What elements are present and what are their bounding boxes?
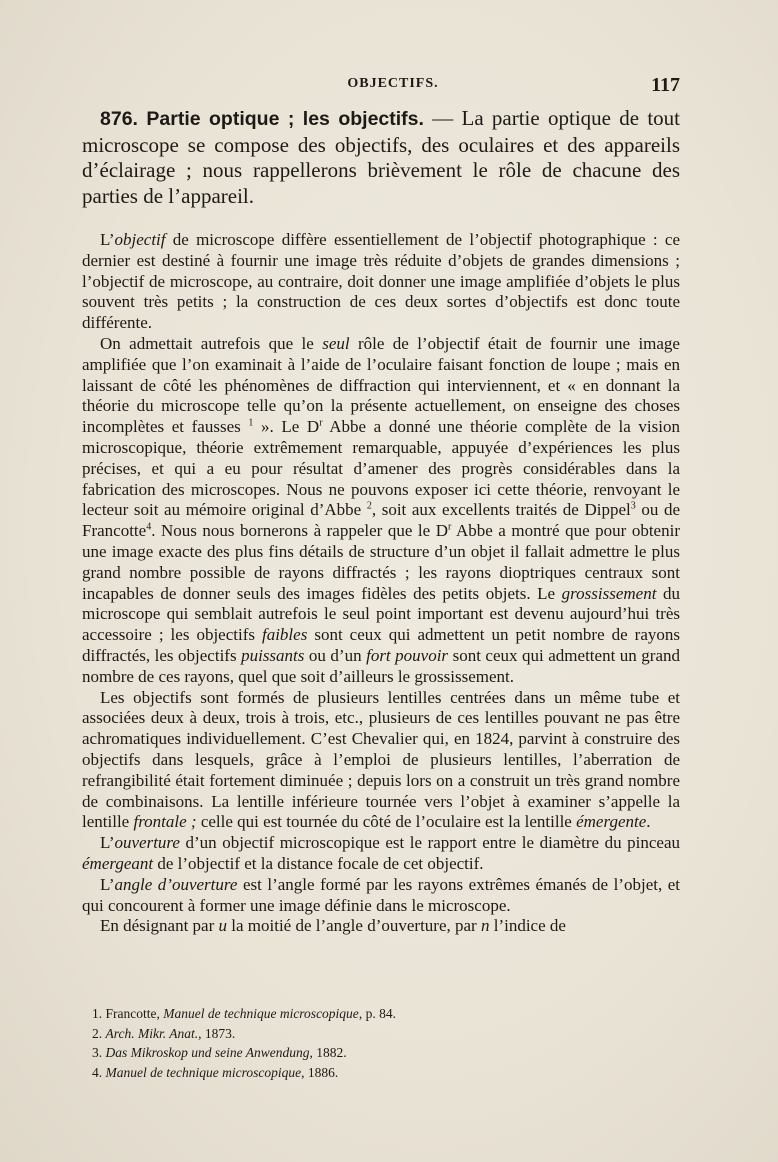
- text-run: Les objectifs sont formés de plusieurs lentilles centrées dans un même tube et associées deux à deux, trois à trois, etc., plusieurs de ces lentilles pouvant ne pas être achromatiques individuellement. C’est Chevalier qui, en 1824, parvint à construire des objectifs dans lesquels, grâce à l’emploi de plusieurs lentilles, l’aberration de refrangibilité était fortement diminuée ; depuis lors on a construit un très grand nombre de combinaisons. La lentille inférieure tournée vers l’objet à examiner s’appelle la lentille: [82, 687, 680, 832]
- text-run: L’: [100, 874, 115, 894]
- italic-term: grossissement: [561, 583, 657, 603]
- section-intro-text: — La partie optique de tout microscope se compose des objectifs, des oculaires et des appareils d’éclairage ; nous rappellerons brièvement le rôle de chacune des parties de l’appareil.: [82, 106, 681, 208]
- text-run: , 1873.: [198, 1025, 236, 1041]
- italic-term: faibles: [261, 625, 308, 645]
- text-run: ». Le D: [253, 417, 320, 437]
- footnote-3: [82, 1043, 680, 1063]
- text-run: , p. 84.: [358, 1006, 396, 1021]
- text-run: l’indice de: [489, 916, 566, 936]
- italic-term: puissants: [241, 645, 305, 665]
- superscript: r: [319, 417, 323, 429]
- italic-term: seul: [322, 333, 350, 353]
- paragraph-lentilles: [82, 688, 680, 834]
- footnote-ref: 3: [630, 500, 636, 512]
- page-number: 117: [651, 74, 680, 96]
- body-text: [82, 230, 680, 937]
- text-run: On admettait autrefois que le: [100, 333, 323, 353]
- italic-term: émergente: [576, 812, 647, 832]
- text-run: ou d’un: [304, 645, 367, 665]
- footnote-ref: 2: [366, 500, 372, 512]
- footnote-number: 2.: [92, 1025, 103, 1041]
- text-run: Abbe a donné une théorie complète de la vision microscopique, théorie extrêmement remarquable, appuyée d’expériences les plus précises, et qui a eu pour résultat d’amener des progrès considérables dans la fabrication des microscopes. Nous ne pouvons exposer ici cette théorie, renvoyant le lecteur soit au mémoire original d’Abbe: [82, 417, 680, 520]
- footnote-number: 3.: [92, 1045, 103, 1060]
- text-run: sont ceux qui admettent un grand nombre de ces rayons, quel que soit d’ailleurs le grossissement.: [82, 645, 681, 686]
- text-run: de microscope diffère essentiellement de l’objectif photographique : ce dernier est destiné à fournir une image très réduite d’objets de grandes dimensions ; l’objectif de microscope, au contraire, doit donner une image amplifiée d’objets le plus souvent très petits ; la construction de ces deux sortes d’objectifs est donc toute différente.: [82, 230, 680, 333]
- text-run: la moitié de l’angle d’ouverture, par: [227, 916, 481, 936]
- superscript: r: [448, 521, 452, 533]
- footnote-number: 4.: [92, 1064, 103, 1080]
- paragraph-designant: [82, 916, 680, 937]
- text-run: L’: [100, 230, 115, 249]
- section-title: 876. Partie optique ; les objectifs.: [100, 108, 424, 130]
- text-run: sont ceux qui admettent un petit nombre de rayons diffractés, les objectifs: [82, 625, 680, 665]
- footnote-ref: 1: [248, 417, 254, 429]
- text-run: d’un objectif microscopique est le rapport entre le diamètre du pinceau: [179, 833, 680, 853]
- text-run: ou de Francotte: [82, 500, 680, 541]
- paragraph-angle-ouverture: [82, 875, 680, 917]
- footnote-1: [82, 1004, 680, 1024]
- text-run: En désignant par: [100, 916, 219, 936]
- text-run: , soit aux excellents traités de Dippel: [371, 500, 631, 520]
- text-run: du microscope qui semblait autrefois le seul point important est devenu aujourd’hui très accessoire ; les objectifs: [82, 583, 681, 645]
- text-run: .: [646, 812, 651, 832]
- text-run: L’: [100, 833, 115, 853]
- text-run: celle qui est tournée du côté de l’oculaire est la lentille: [196, 812, 577, 832]
- paragraph-objectif: [82, 230, 680, 334]
- italic-term: fort pouvoir: [366, 645, 449, 665]
- italic-term: frontale ;: [133, 812, 197, 832]
- italic-term: émergeant: [82, 853, 154, 873]
- footnote-2: [82, 1024, 680, 1044]
- footnote-number: 1.: [92, 1006, 103, 1021]
- italic-term: objectif: [114, 230, 166, 249]
- footnote-title: Das Mikroskop und seine Anwendung: [105, 1045, 310, 1060]
- paragraph-ouverture: [82, 833, 680, 875]
- italic-term: ouverture: [114, 833, 180, 853]
- section-heading-paragraph: [82, 106, 680, 209]
- footnote-4: [82, 1063, 680, 1083]
- page-header: [82, 74, 680, 100]
- italic-term: angle d’ouverture: [114, 874, 238, 894]
- italic-term: n: [480, 916, 490, 936]
- footnote-title: Arch. Mikr. Anat.: [105, 1025, 199, 1041]
- text-run: rôle de l’objectif était de fournir une image amplifiée que l’on examinait à l’aide de l’oculaire faisant fonction de loupe ; mais en laissant de côté les phénomènes de diffraction qui interviennent, et « en donnant la théorie du microscope telle qu’on la présente actuellement, on enseigne des choses incomplètes et fausses: [82, 333, 680, 437]
- footnotes: [82, 1004, 680, 1082]
- text-run: , 1886.: [301, 1064, 339, 1080]
- section-paragraph: [82, 106, 680, 209]
- text-run: de l’objectif et la distance focale de cet objectif.: [153, 853, 484, 873]
- footnote-title: Manuel de technique microscopique: [163, 1006, 359, 1021]
- text-run: . Nous nous bornerons à rappeler que le D: [151, 521, 449, 541]
- text-run: , 1882.: [309, 1045, 347, 1060]
- running-head: OBJECTIFS.: [347, 76, 439, 91]
- italic-term: u: [218, 916, 227, 936]
- footnote-ref: 4: [146, 521, 152, 533]
- text-run: Francotte,: [102, 1006, 164, 1021]
- text-run: est l’angle formé par les rayons extrêmes émanés de l’objet, et qui concourent à former une image définie dans le microscope.: [82, 874, 680, 915]
- paragraph-abbe-theory: [82, 334, 680, 688]
- footnote-title: Manuel de technique microscopique: [105, 1064, 302, 1080]
- text-run: Abbe a montré que pour obtenir une image exacte des plus fins détails de structure d’un objet il fallait admettre le plus grand nombre possible de rayons diffractés ; les rayons dioptriques centraux sont incapables de donner seuls des images fidèles des petits objets. Le: [82, 521, 680, 603]
